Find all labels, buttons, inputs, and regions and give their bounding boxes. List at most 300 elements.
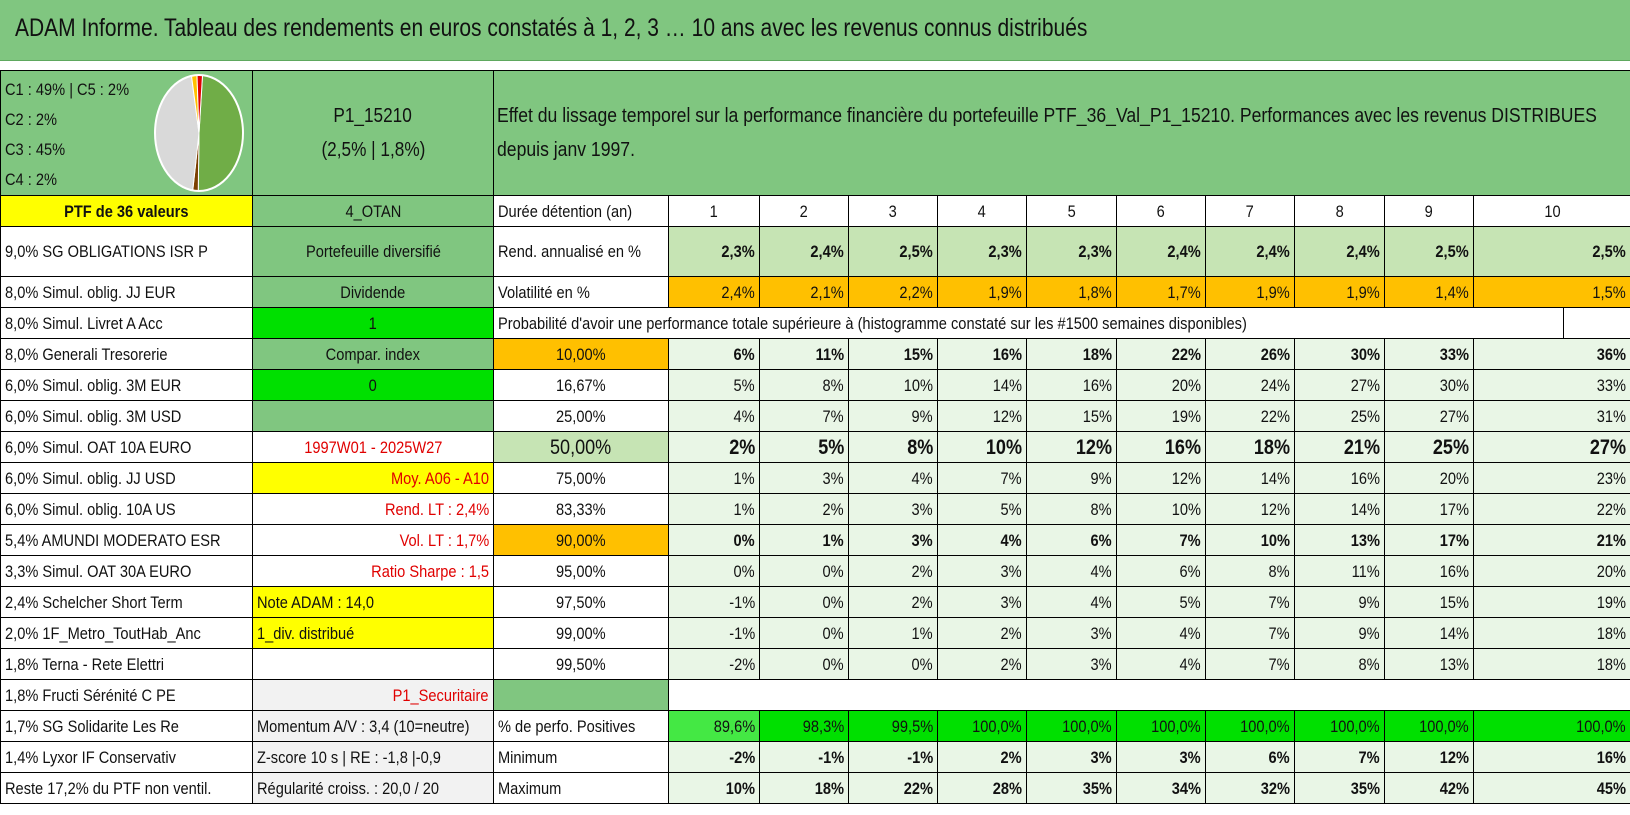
- holding-name-text: 8,0% Simul. oblig. JJ EUR: [5, 282, 176, 302]
- max-value: [938, 773, 1027, 804]
- prob-threshold: [494, 556, 669, 587]
- separator: [0, 61, 1630, 70]
- prob-value-text: 20%: [1439, 468, 1469, 488]
- prob-value: [1385, 494, 1474, 525]
- rend-value-text: 2,4%: [1256, 242, 1290, 261]
- prob-value-text: 22%: [1596, 499, 1626, 519]
- table-row: [1, 401, 1630, 432]
- vol-value-text: 1,8%: [1078, 282, 1112, 302]
- prob-value-text: 33%: [1596, 375, 1626, 395]
- max-value-text: 32%: [1260, 778, 1290, 798]
- positive-value: [1206, 711, 1295, 742]
- legend-line: C2 : 2%: [5, 110, 58, 129]
- prob-value: [1385, 463, 1474, 494]
- prob-value-text: 36%: [1596, 344, 1626, 364]
- rend-value: [1206, 227, 1295, 277]
- min-value-text: -1%: [817, 747, 844, 767]
- securitaire-label: [253, 680, 494, 711]
- prob-threshold-text: 16,67%: [556, 375, 606, 395]
- prob-value-text: 16%: [1350, 468, 1380, 488]
- prob-value-text: 19%: [1596, 592, 1626, 612]
- prob-value: [938, 525, 1027, 556]
- dividende-label-text: Dividende: [340, 282, 406, 302]
- holding-name: [1, 339, 253, 370]
- holding-name: [1, 618, 253, 649]
- prob-value-text: 10%: [1171, 499, 1201, 519]
- prob-value: [1117, 618, 1206, 649]
- prob-value-text: 10%: [1260, 530, 1290, 550]
- year-header: [849, 196, 938, 227]
- min-label-text: Minimum: [498, 747, 558, 767]
- prob-value: [1206, 525, 1295, 556]
- rend-value: [849, 227, 938, 277]
- holding-name: [1, 773, 253, 804]
- vol-value-text: 1,4%: [1435, 282, 1469, 302]
- table-row: [1, 432, 1630, 463]
- prob-value: [1474, 370, 1630, 401]
- positive-value-text: 100,0%: [1062, 716, 1112, 736]
- prob-value-text: 22%: [1260, 406, 1290, 426]
- prob-title-text: Probabilité d'avoir une performance totale supérieure à (histogramme constaté sur les #1500 semaines disponibles): [498, 313, 1247, 333]
- prob-value-text: 7%: [1179, 530, 1201, 550]
- year-header: [1117, 196, 1206, 227]
- prob-value: [938, 618, 1027, 649]
- positive-value-text: 100,0%: [972, 716, 1022, 736]
- holding-name-text: 9,0% SG OBLIGATIONS ISR P: [5, 242, 208, 261]
- prob-value: [1295, 649, 1385, 680]
- prob-value: [849, 587, 938, 618]
- prob-value: [669, 339, 760, 370]
- prob-value: [849, 463, 938, 494]
- title-bar: [0, 0, 1630, 61]
- year-header: [1206, 196, 1295, 227]
- max-value: [1385, 773, 1474, 804]
- prob-threshold-text: 95,00%: [556, 561, 606, 581]
- prob-value-text: 27%: [1350, 375, 1380, 395]
- pie-slice: [155, 76, 199, 191]
- holding-name-text: 2,0% 1F_Metro_ToutHab_Anc: [5, 623, 201, 643]
- prob-value: [1474, 494, 1630, 525]
- prob-value: [1474, 649, 1630, 680]
- prob-threshold-text: 83,33%: [556, 499, 606, 519]
- prob-value-text: 9%: [911, 406, 933, 426]
- prob-value-text: 10%: [903, 375, 933, 395]
- vol-value-text: 1,9%: [1346, 282, 1380, 302]
- prob-value: [849, 494, 938, 525]
- prob-value-text: 8%: [1268, 561, 1290, 581]
- prob-value: [760, 587, 849, 618]
- year-header: [760, 196, 849, 227]
- prob-threshold: [494, 463, 669, 494]
- prob-value: [1295, 494, 1385, 525]
- prob-value-text: 0%: [822, 592, 844, 612]
- prob-value-text: 18%: [1253, 435, 1290, 459]
- year-header-text: 2: [799, 201, 809, 221]
- prob-value-text: 23%: [1596, 468, 1626, 488]
- rend-value-text: 2,5%: [1592, 242, 1626, 261]
- prob-value-text: 4%: [1179, 654, 1201, 674]
- vol-value: [938, 277, 1027, 308]
- prob-value-text: 19%: [1171, 406, 1201, 426]
- otan-label-text: 4_OTAN: [345, 201, 401, 221]
- vol-value: [1385, 277, 1474, 308]
- prob-value-text: 16%: [1439, 561, 1469, 581]
- prob-value-text: 22%: [1171, 344, 1201, 364]
- sharpe-label-text: Ratio Sharpe : 1,5: [371, 561, 489, 581]
- prob-value: [1295, 618, 1385, 649]
- min-value-text: 12%: [1439, 747, 1469, 767]
- prob-value-text: 27%: [1589, 435, 1626, 459]
- vol-value-text: 1,9%: [1256, 282, 1290, 302]
- table-row: [1, 308, 1630, 339]
- prob-value-text: 24%: [1260, 375, 1290, 395]
- prob-value-text: 4%: [1090, 592, 1112, 612]
- prob-value-text: 20%: [1596, 561, 1626, 581]
- prob-value-text: 7%: [1268, 592, 1290, 612]
- prob-value: [669, 463, 760, 494]
- max-value: [1027, 773, 1117, 804]
- vol-value-text: 1,9%: [988, 282, 1022, 302]
- positive-value-text: 100,0%: [1330, 716, 1380, 736]
- prob-value: [938, 494, 1027, 525]
- holding-name-text: 1,4% Lyxor IF Conservativ: [5, 747, 176, 767]
- prob-value-text: 16%: [992, 344, 1022, 364]
- diversifie-label-text: Portefeuille diversifié: [305, 242, 441, 261]
- prob-value-text: 18%: [1596, 654, 1626, 674]
- div-label-text: 1_div. distribué: [257, 623, 355, 643]
- holding-name: [1, 587, 253, 618]
- prob-value: [1385, 370, 1474, 401]
- prob-value: [1206, 339, 1295, 370]
- holding-name-text: 6,0% Simul. oblig. JJ USD: [5, 468, 176, 488]
- prob-value-text: 8%: [822, 375, 844, 395]
- prob-value-text: 6%: [1179, 561, 1201, 581]
- compar-label: [253, 339, 494, 370]
- table-row: [1, 277, 1630, 308]
- prob-value-text: 17%: [1439, 530, 1469, 550]
- pie-slice: [198, 75, 243, 191]
- prob-value: [669, 432, 760, 463]
- prob-value-text: 9%: [1358, 623, 1380, 643]
- prob-value: [1474, 339, 1630, 370]
- vol-value-text: 2,1%: [810, 282, 844, 302]
- holding-name-text: 1,7% SG Solidarite Les Re: [5, 716, 179, 736]
- prob-value-text: 27%: [1439, 406, 1469, 426]
- prob-value-text: 3%: [911, 530, 933, 550]
- zscore-label-text: Z-score 10 s | RE : -1,8 |-0,9: [257, 747, 441, 767]
- vol-value-text: 2,2%: [899, 282, 933, 302]
- max-label: [494, 773, 669, 804]
- max-value: [1206, 773, 1295, 804]
- rend-value-text: 2,3%: [1078, 242, 1112, 261]
- rend-lt-label-text: Rend. LT : 2,4%: [384, 499, 489, 519]
- prob-value: [760, 618, 849, 649]
- min-value-text: 2%: [1000, 747, 1022, 767]
- holding-name: [1, 432, 253, 463]
- prob-value-text: 5%: [1000, 499, 1022, 519]
- prob-value: [1117, 494, 1206, 525]
- holding-name-text: 6,0% Simul. OAT 10A EURO: [5, 437, 192, 457]
- legend-line: C1 : 49% | C5 : 2%: [5, 80, 130, 99]
- max-value-text: 35%: [1082, 778, 1112, 798]
- min-value-text: -1%: [906, 747, 933, 767]
- prob-value: [760, 339, 849, 370]
- positive-value-text: 100,0%: [1151, 716, 1201, 736]
- year-header-text: 4: [977, 201, 987, 221]
- prob-value-text: 5%: [733, 375, 755, 395]
- year-header-text: 10: [1543, 201, 1561, 221]
- positive-value: [1385, 711, 1474, 742]
- positive-value: [1295, 711, 1385, 742]
- prob-value-text: -2%: [728, 654, 755, 674]
- prob-value: [849, 618, 938, 649]
- allocation-legend-cell: [1, 71, 253, 196]
- prob-value: [669, 556, 760, 587]
- prob-value-text: 25%: [1432, 435, 1469, 459]
- positive-value: [669, 711, 760, 742]
- prob-value: [1474, 587, 1630, 618]
- prob-value: [1295, 556, 1385, 587]
- ptf-label-text: PTF de 36 valeurs: [64, 201, 189, 221]
- holding-label: [494, 196, 669, 227]
- year-header-text: 3: [888, 201, 898, 221]
- prob-threshold: [494, 649, 669, 680]
- vol-value: [1027, 277, 1117, 308]
- prob-value: [1474, 463, 1630, 494]
- prob-value: [938, 339, 1027, 370]
- sharpe-label: [253, 556, 494, 587]
- vol-value: [1295, 277, 1385, 308]
- prob-value-text: 0%: [822, 623, 844, 643]
- prob-value-text: 1%: [733, 468, 755, 488]
- year-header: [938, 196, 1027, 227]
- prob-value-text: 1%: [822, 530, 844, 550]
- positive-value-text: 100,0%: [1419, 716, 1469, 736]
- year-header-text: 6: [1156, 201, 1166, 221]
- prob-value: [1206, 370, 1295, 401]
- table-row: [1, 618, 1630, 649]
- holding-name: [1, 649, 253, 680]
- min-value: [1117, 742, 1206, 773]
- min-value-text: 6%: [1268, 747, 1290, 767]
- prob-value-text: 7%: [1000, 468, 1022, 488]
- holding-name-text: 8,0% Simul. Livret A Acc: [5, 313, 163, 333]
- table-row: [1, 711, 1630, 742]
- prob-value: [1295, 401, 1385, 432]
- max-value: [669, 773, 760, 804]
- prob-threshold-text: 10,00%: [556, 344, 606, 364]
- prob-value: [849, 432, 938, 463]
- empty-cell: [253, 401, 494, 432]
- prob-value: [1206, 649, 1295, 680]
- min-value: [669, 742, 760, 773]
- positive-label-text: % de perfo. Positives: [498, 716, 636, 736]
- prob-value: [849, 370, 938, 401]
- flag-one-text: 1: [368, 313, 378, 333]
- rend-value-text: 2,5%: [899, 242, 933, 261]
- prob-value-text: 3%: [911, 499, 933, 519]
- prob-value: [1385, 432, 1474, 463]
- max-value-text: 35%: [1350, 778, 1380, 798]
- flag-zero: [253, 370, 494, 401]
- prob-value-text: 0%: [733, 561, 755, 581]
- max-value-text: 18%: [814, 778, 844, 798]
- table-row: [1, 773, 1630, 804]
- prob-value: [938, 587, 1027, 618]
- prob-value-text: 14%: [1439, 623, 1469, 643]
- otan-label: [253, 196, 494, 227]
- prob-threshold: [494, 401, 669, 432]
- rend-value-text: 2,4%: [1167, 242, 1201, 261]
- year-header-text: 7: [1245, 201, 1255, 221]
- positive-value: [1117, 711, 1206, 742]
- prob-value: [1385, 525, 1474, 556]
- holding-name-text: Reste 17,2% du PTF non ventil.: [5, 778, 212, 798]
- div-label: [253, 618, 494, 649]
- prob-title: [494, 308, 1564, 339]
- prob-value: [1206, 587, 1295, 618]
- prob-value-text: 18%: [1596, 623, 1626, 643]
- prob-value: [1474, 432, 1630, 463]
- prob-value-text: 17%: [1439, 499, 1469, 519]
- portfolio-code: P1_15210: [333, 105, 413, 127]
- prob-value: [1385, 401, 1474, 432]
- prob-value: [938, 401, 1027, 432]
- positive-value: [938, 711, 1027, 742]
- rend-value-text: 2,3%: [988, 242, 1022, 261]
- prob-value-text: 2%: [822, 499, 844, 519]
- table-row: [1, 339, 1630, 370]
- year-header: [1474, 196, 1630, 227]
- max-value: [849, 773, 938, 804]
- prob-value: [938, 463, 1027, 494]
- min-value-text: 16%: [1596, 747, 1626, 767]
- prob-value: [1027, 618, 1117, 649]
- table-row: [1, 556, 1630, 587]
- prob-value-text: 13%: [1350, 530, 1380, 550]
- prob-value: [938, 556, 1027, 587]
- prob-value-text: 3%: [1000, 592, 1022, 612]
- prob-value: [1206, 556, 1295, 587]
- prob-value: [1206, 494, 1295, 525]
- positive-label: [494, 711, 669, 742]
- prob-value: [669, 618, 760, 649]
- prob-value: [849, 649, 938, 680]
- vol-value-text: 1,7%: [1167, 282, 1201, 302]
- dividende-label: [253, 277, 494, 308]
- prob-value-text: 14%: [1350, 499, 1380, 519]
- prob-value: [1385, 556, 1474, 587]
- prob-value: [1295, 587, 1385, 618]
- holding-name-text: 2,4% Schelcher Short Term: [5, 592, 183, 612]
- note-label: [253, 587, 494, 618]
- max-label-text: Maximum: [498, 778, 562, 798]
- table-row: [1, 649, 1630, 680]
- holding-name-text: 6,0% Simul. oblig. 3M USD: [5, 406, 182, 426]
- prob-value: [849, 401, 938, 432]
- prob-threshold-text: 50,00%: [550, 435, 612, 459]
- year-header-text: 1: [709, 201, 719, 221]
- prob-value-text: 30%: [1439, 375, 1469, 395]
- year-header-text: 9: [1424, 201, 1434, 221]
- holding-name: [1, 308, 253, 339]
- prob-value: [1295, 525, 1385, 556]
- prob-value: [1385, 649, 1474, 680]
- prob-value-text: 8%: [906, 435, 933, 459]
- prob-value: [1117, 649, 1206, 680]
- rend-value: [1474, 227, 1630, 277]
- prob-value: [1117, 587, 1206, 618]
- vol-value: [669, 277, 760, 308]
- rend-label-text: Rend. annualisé en %: [498, 242, 642, 261]
- prob-value-text: 7%: [1268, 623, 1290, 643]
- prob-value-text: 4%: [733, 406, 755, 426]
- rend-value: [760, 227, 849, 277]
- min-value-text: 7%: [1358, 747, 1380, 767]
- prob-value: [938, 649, 1027, 680]
- min-value: [1474, 742, 1630, 773]
- prob-value-text: 4%: [1090, 561, 1112, 581]
- prob-value: [1295, 370, 1385, 401]
- prob-value-text: -1%: [728, 623, 755, 643]
- securitaire-label-text: P1_Securitaire: [393, 685, 489, 705]
- prob-value: [1027, 556, 1117, 587]
- period-label-text: 1997W01 - 2025W27: [303, 437, 443, 457]
- min-value: [1027, 742, 1117, 773]
- max-value-text: 42%: [1439, 778, 1469, 798]
- prob-value-text: 12%: [992, 406, 1022, 426]
- prob-value: [849, 525, 938, 556]
- prob-value-text: 2%: [728, 435, 755, 459]
- prob-value: [1385, 618, 1474, 649]
- positive-value: [849, 711, 938, 742]
- max-value: [1117, 773, 1206, 804]
- table-row: [1, 587, 1630, 618]
- regularite-label: [253, 773, 494, 804]
- vol-lt-label-text: Vol. LT : 1,7%: [399, 530, 489, 550]
- prob-value: [760, 463, 849, 494]
- max-value-text: 10%: [725, 778, 755, 798]
- year-header: [1385, 196, 1474, 227]
- positive-value-text: 100,0%: [1240, 716, 1290, 736]
- prob-value-text: 20%: [1171, 375, 1201, 395]
- prob-value-text: 0%: [733, 530, 755, 550]
- rend-label: [494, 227, 669, 277]
- year-header: [1295, 196, 1385, 227]
- prob-value-text: 9%: [1090, 468, 1112, 488]
- prob-value-text: 13%: [1439, 654, 1469, 674]
- positive-value-text: 89,6%: [713, 716, 755, 736]
- portfolio-header-cell: [253, 71, 494, 196]
- prob-value: [669, 649, 760, 680]
- prob-value-text: -1%: [728, 592, 755, 612]
- momentum-label: [253, 711, 494, 742]
- holding-name: [1, 277, 253, 308]
- holding-name-text: 3,3% Simul. OAT 30A EURO: [5, 561, 192, 581]
- min-value: [849, 742, 938, 773]
- prob-value: [669, 525, 760, 556]
- prob-value: [1117, 401, 1206, 432]
- holding-name-text: 6,0% Simul. oblig. 3M EUR: [5, 375, 182, 395]
- prob-value-text: 8%: [1090, 499, 1112, 519]
- positive-value-text: 99,5%: [891, 716, 933, 736]
- prob-value: [1027, 432, 1117, 463]
- prob-value: [849, 556, 938, 587]
- prob-value-text: 14%: [992, 375, 1022, 395]
- vol-value: [849, 277, 938, 308]
- prob-value-text: 31%: [1596, 406, 1626, 426]
- table-row: [1, 742, 1630, 773]
